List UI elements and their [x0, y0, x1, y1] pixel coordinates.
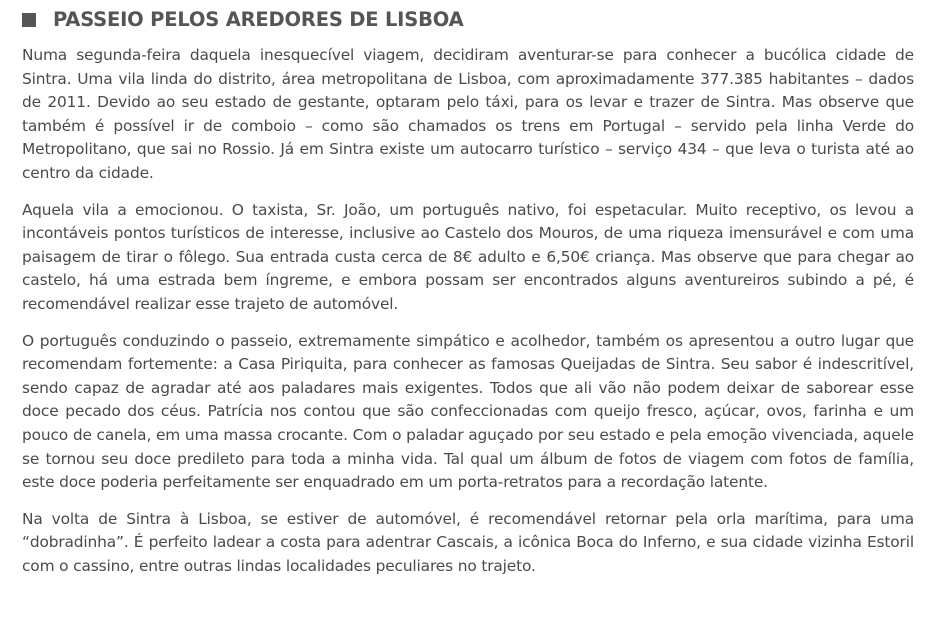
article — [22, 0, 914, 578]
paragraph: Na volta de Sintra à Lisboa, se estiver de automóvel, é recomendável retornar pela orla marítima, para uma “dobradinha”. É perfeito ladear a costa para adentrar Cascais, a icônica Boca do Inferno, e sua cidade vizinha Estoril com o cassino, entre outras lindas localidades peculiares no trajeto. — [22, 509, 914, 575]
paragraph: Numa segunda-feira daquela inesquecível viagem, decidiram aventurar-se para conhecer a bucólica cidade de Sintra. Uma vila linda do distrito, área metropolitana de Lisboa, com aproximadamente 377.385 habitantes – dados de 2011. Devido ao seu estado de gestante, optaram pelo táxi, para os levar e trazer de Sintra. Mas observe que também é possível ir de comboio – como são chamados os trens em Portugal – servido pela linha Verde do Metropolitano, que sai no Rossio. Já em Sintra existe um autocarro turístico – serviço 434 – que leva o turista até ao centro da cidade. — [22, 46, 914, 182]
article-heading — [22, 0, 914, 38]
paragraph: O português conduzindo o passeio, extremamente simpático e acolhedor, também os apresentou a outro lugar que recomendam fortemente: a Casa Piriquita, para conhecer as famosas Queijadas de Sintra. Seu sabor é indescritível, sendo capaz de agradar até aos paladares mais exigentes. Todos que ali vão não podem deixar de saborear esse doce pecado dos céus. Patrícia nos contou que são confeccionadas com queijo fresco, açúcar, ovos, farinha e um pouco de canela, em uma massa crocante. Com o paladar aguçado por seu estado e pela emoção vivenciada, aquele se tornou seu doce predileto para toda a minha vida. Tal qual um álbum de fotos de viagem com fotos de família, este doce poderia perfeitamente ser enquadrado em um porta-retratos para a recordação latente. — [22, 331, 914, 492]
square-bullet-icon — [22, 13, 36, 27]
article-title: PASSEIO PELOS AREDORES DE LISBOA — [53, 7, 464, 31]
paragraph: Aquela vila a emocionou. O taxista, Sr. João, um português nativo, foi espetacular. Muito receptivo, os levou a incontáveis pontos turísticos de interesse, inclusive ao Castelo dos Mouros, de uma riqueza imensurável e com uma paisagem de tirar o fôlego. Sua entrada custa cerca de 8€ adulto e 6,50€ criança. Mas observe que para chegar ao castelo, há uma estrada bem íngreme, e embora possam ser encontrados alguns aventureiros subindo a pé, é recomendável realizar esse trajeto de automóvel. — [22, 200, 914, 313]
